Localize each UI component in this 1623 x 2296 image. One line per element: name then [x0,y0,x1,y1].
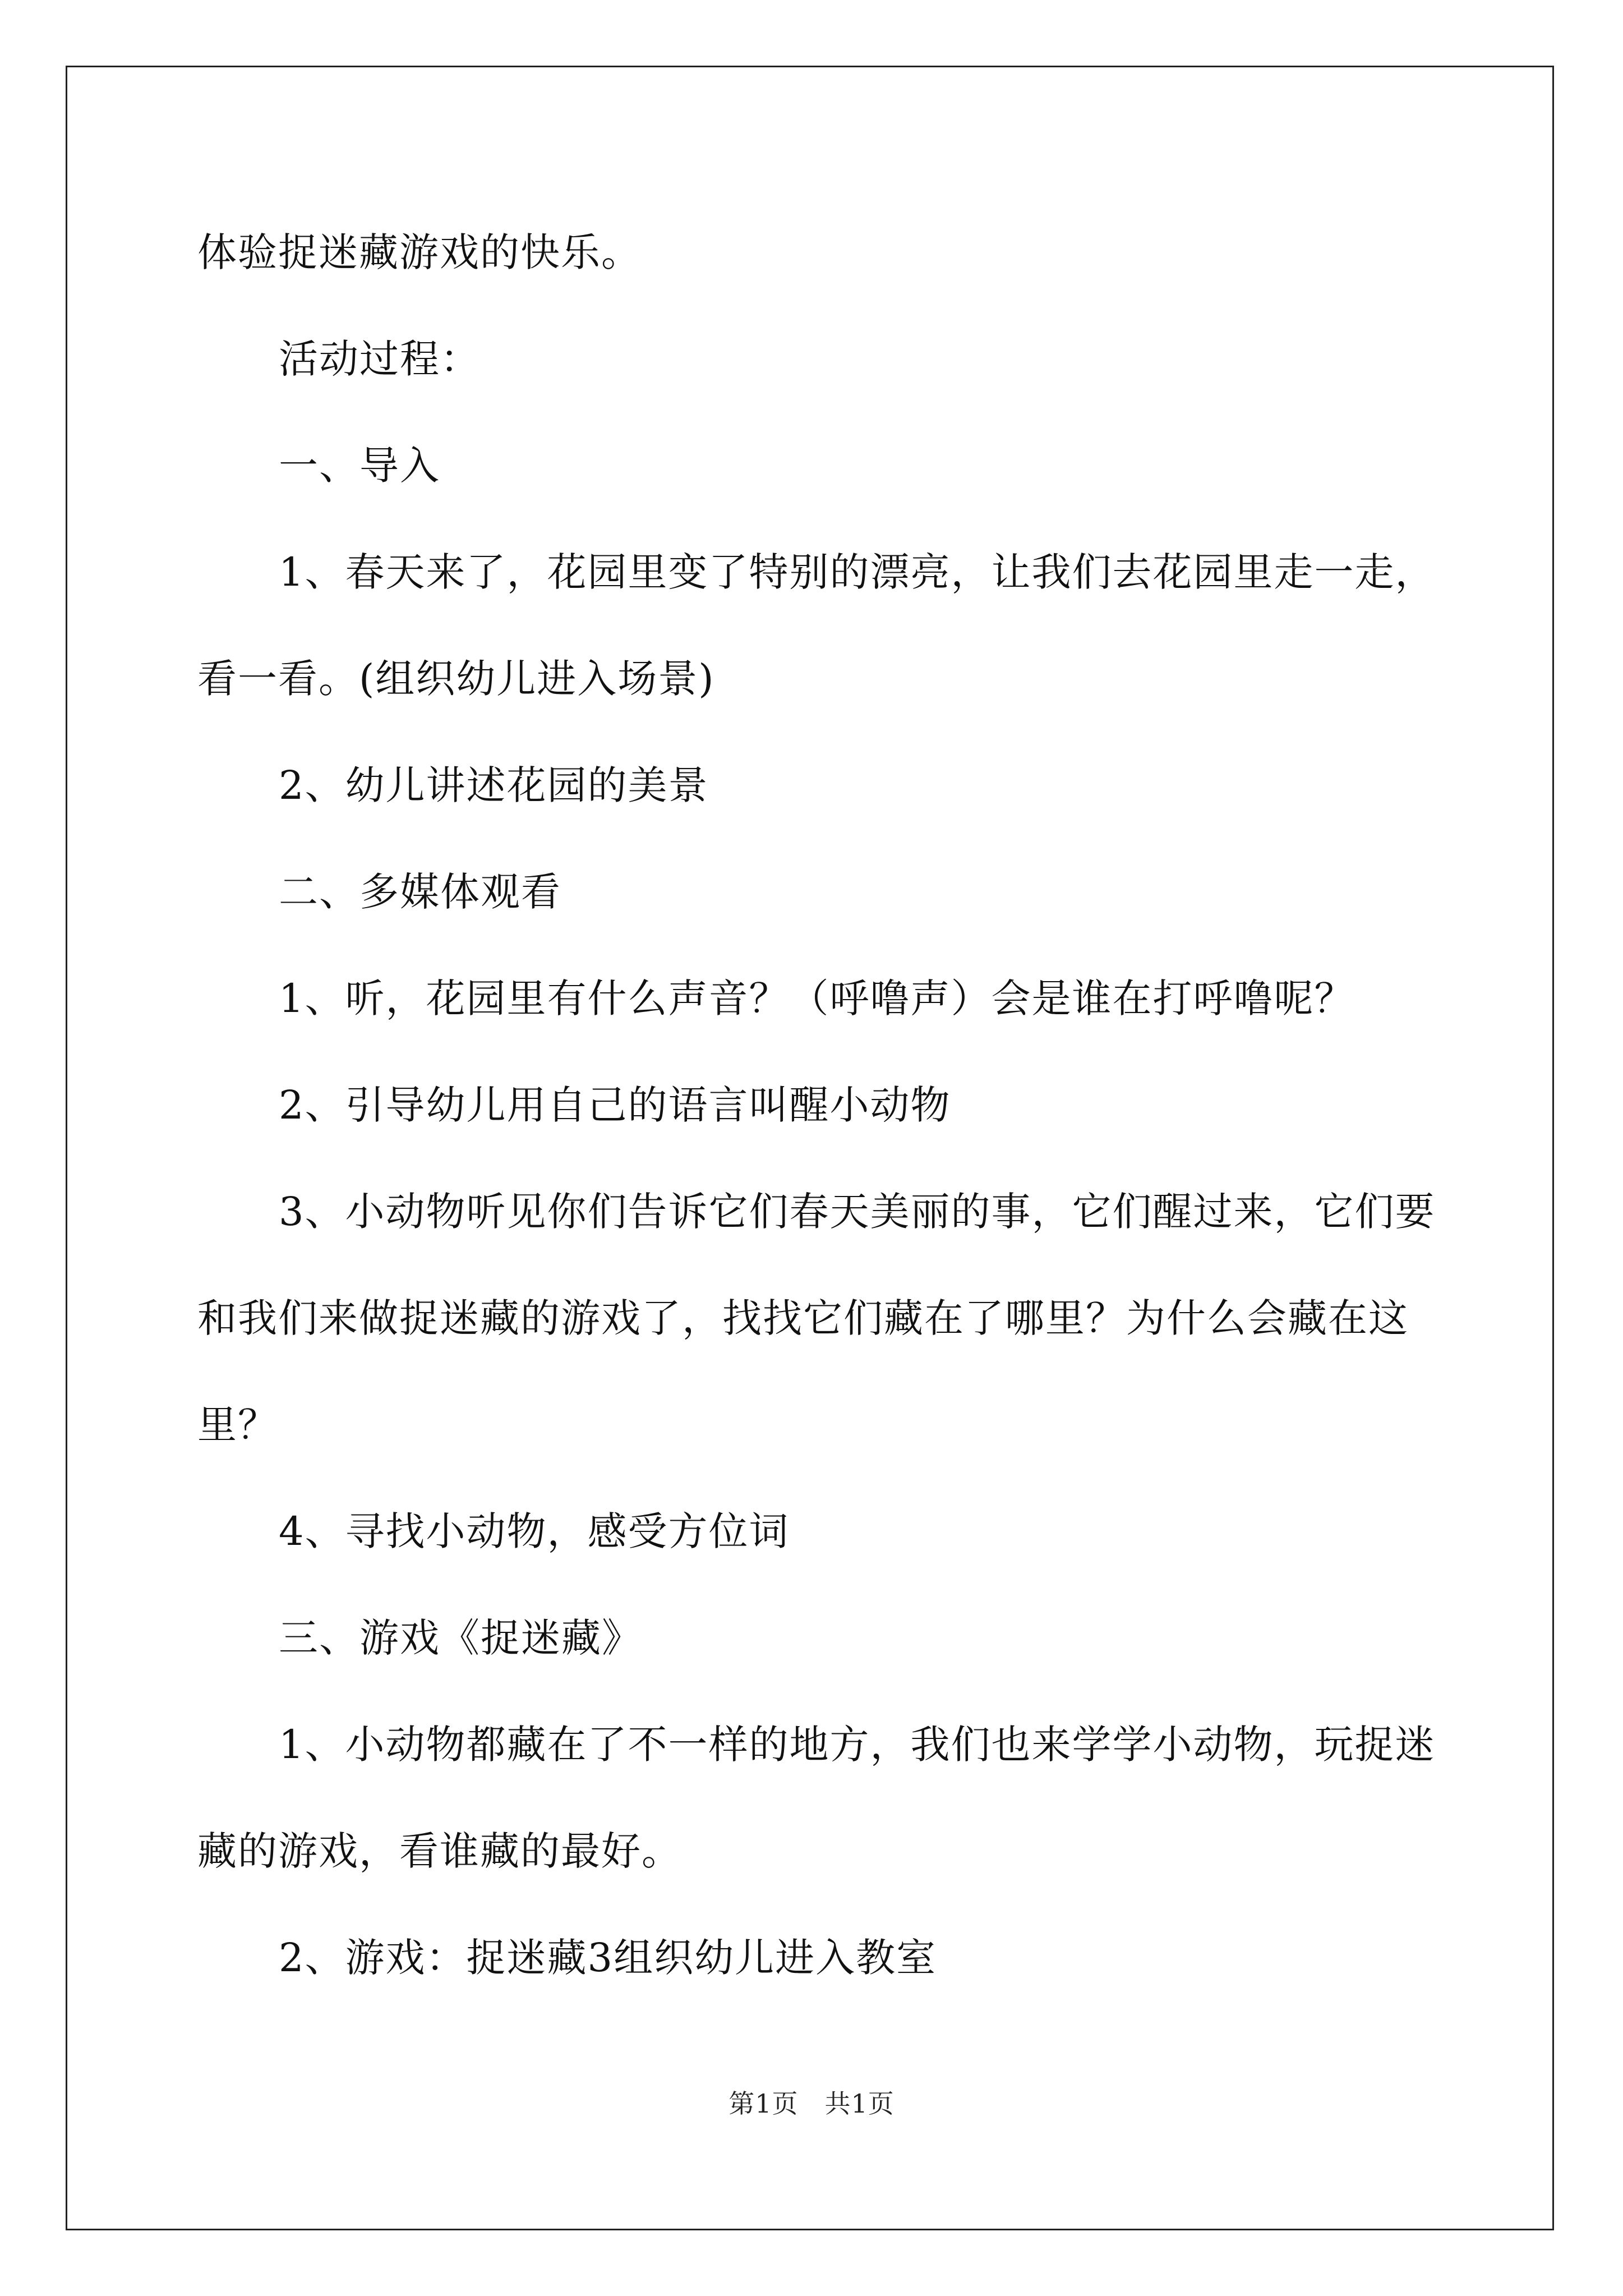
paragraph-line: 体验捉迷藏游戏的快乐。 [197,229,642,275]
paragraph-line: 1、春天来了，花园里变了特别的漂亮，让我们去花园里走一走， [279,549,1436,595]
paragraph-line: 4、寻找小动物，感受方位词 [279,1508,790,1554]
paragraph-line: 1、听，花园里有什么声音？（呼噜声）会是谁在打呼噜呢？ [279,976,1355,1022]
section-heading: 一、导入 [279,443,440,489]
paragraph-line: 看一看。(组织幼儿进入场景) [197,656,715,702]
paragraph-line: 2、游戏：捉迷藏3组织幼儿进入教室 [279,1935,937,1981]
paragraph-line: 和我们来做捉迷藏的游戏了，找找它们藏在了哪里？为什么会藏在这 [197,1295,1409,1341]
paragraph-line: 1、小动物都藏在了不一样的地方，我们也来学学小动物，玩捉迷 [279,1722,1436,1768]
section-heading: 三、游戏《捉迷藏》 [279,1615,642,1661]
page-border [66,66,1554,2230]
paragraph-line: 里？ [197,1402,278,1448]
paragraph-line: 藏的游戏，看谁藏的最好。 [197,1828,682,1874]
page-footer: 第1页 共1页 [728,2088,895,2119]
paragraph-line: 2、幼儿讲述花园的美景 [279,762,709,808]
paragraph-line: 3、小动物听见你们告诉它们春天美丽的事，它们醒过来，它们要 [279,1189,1436,1235]
section-heading: 二、多媒体观看 [279,869,561,915]
paragraph-line: 2、引导幼儿用自己的语言叫醒小动物 [279,1082,951,1128]
section-heading: 活动过程： [279,336,481,382]
